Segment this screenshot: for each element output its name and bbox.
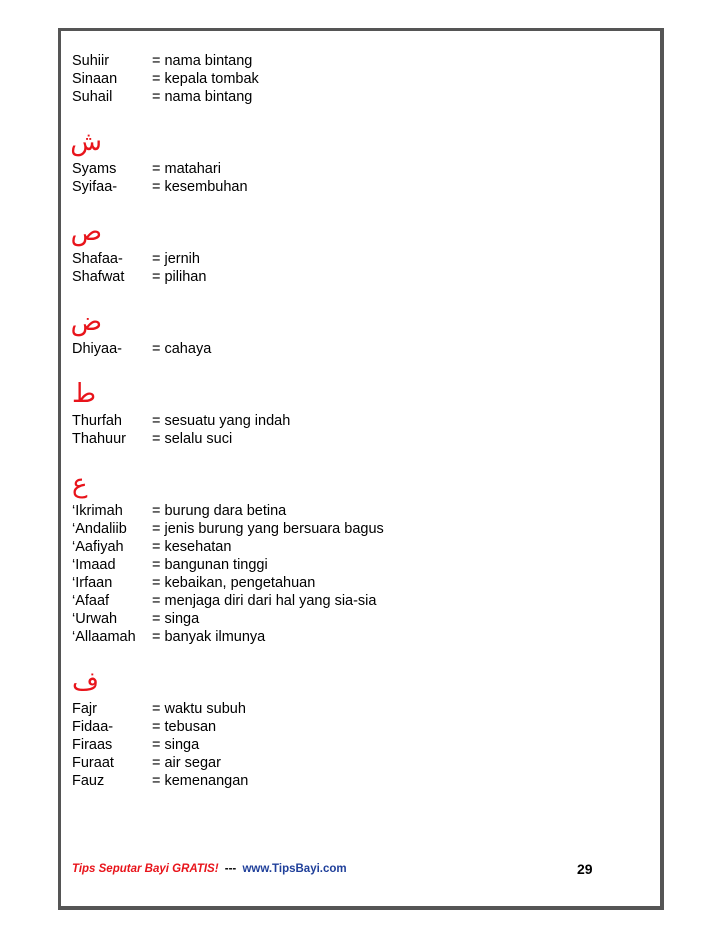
- list-item: [72, 340, 592, 358]
- entry-meaning: = bangunan tinggi: [152, 557, 268, 573]
- list-item: [72, 250, 592, 268]
- entry-meaning: = kesehatan: [152, 539, 232, 555]
- entry-name: ‘Imaad: [72, 557, 116, 573]
- entry-meaning: = kebaikan, pengetahuan: [152, 575, 316, 591]
- list-item: [72, 52, 592, 70]
- entry-name: ‘Allaamah: [72, 629, 136, 645]
- list-item: [72, 736, 592, 754]
- entry-meaning: = jenis burung yang bersuara bagus: [152, 521, 384, 537]
- entry-name: Fidaa-: [72, 719, 114, 735]
- entry-meaning: = nama bintang: [152, 89, 253, 105]
- list-item: [72, 538, 592, 556]
- list-item: [72, 178, 592, 196]
- arabic-letter-heading: ص: [70, 217, 102, 247]
- entry-name: Syams: [72, 161, 117, 177]
- entry-name: Suhail: [72, 89, 113, 105]
- entry-name: ‘Andaliib: [72, 521, 127, 537]
- entry-meaning: = selalu suci: [152, 431, 233, 447]
- entry-meaning: = tebusan: [152, 719, 217, 735]
- arabic-letter-heading: ع: [72, 469, 88, 499]
- page-footer: [72, 863, 602, 875]
- entry-meaning: = air segar: [152, 755, 221, 771]
- list-item: [72, 700, 592, 718]
- entry-meaning: = banyak ilmunya: [152, 629, 266, 645]
- entry-name: ‘Urwah: [72, 611, 118, 627]
- list-item: [72, 610, 592, 628]
- entry-meaning: = sesuatu yang indah: [152, 413, 291, 429]
- entry-name: Thahuur: [72, 431, 127, 447]
- list-item: [72, 268, 592, 286]
- entry-meaning: = pilihan: [152, 269, 207, 285]
- letter-section: [72, 378, 592, 448]
- entry-meaning: = cahaya: [152, 341, 212, 357]
- list-item: [72, 772, 592, 790]
- letter-section: [72, 126, 592, 196]
- letter-section: [72, 52, 592, 106]
- entry-name: ‘Aafiyah: [72, 539, 124, 555]
- page-number: 29: [577, 861, 593, 877]
- entry-meaning: = burung dara betina: [152, 503, 287, 519]
- entry-meaning: = matahari: [152, 161, 221, 177]
- footer-separator: ---: [224, 863, 237, 875]
- entry-name: Firaas: [72, 737, 113, 753]
- list-item: [72, 556, 592, 574]
- entry-name: Furaat: [72, 755, 114, 771]
- entry-name: Thurfah: [72, 413, 122, 429]
- entry-meaning: = nama bintang: [152, 53, 253, 69]
- list-item: [72, 430, 592, 448]
- entry-meaning: = singa: [152, 611, 200, 627]
- list-item: [72, 628, 592, 646]
- entry-name: ‘Ikrimah: [72, 503, 123, 519]
- list-item: [72, 520, 592, 538]
- entry-name: ‘Irfaan: [72, 575, 113, 591]
- entry-name: Fauz: [72, 773, 105, 789]
- entry-meaning: = menjaga diri dari hal yang sia-sia: [152, 593, 377, 609]
- letter-section: [72, 666, 592, 790]
- list-item: [72, 592, 592, 610]
- entry-name: Suhiir: [72, 53, 110, 69]
- arabic-letter-heading: ض: [70, 307, 102, 337]
- arabic-letter-heading: ف: [72, 667, 99, 697]
- list-item: [72, 754, 592, 772]
- entry-meaning: = kepala tombak: [152, 71, 259, 87]
- list-item: [72, 718, 592, 736]
- footer-brand: Tips Seputar Bayi GRATIS!: [72, 863, 219, 875]
- entry-name: ‘Afaaf: [72, 593, 110, 609]
- list-item: [72, 574, 592, 592]
- entry-name: Sinaan: [72, 71, 118, 87]
- entry-meaning: = waktu subuh: [152, 701, 246, 717]
- entry-name: Syifaa-: [72, 179, 118, 195]
- entry-meaning: = jernih: [152, 251, 200, 267]
- letter-section: [72, 216, 592, 286]
- list-item: [72, 70, 592, 88]
- entry-name: Fajr: [72, 701, 97, 717]
- footer-url[interactable]: www.TipsBayi.com: [242, 863, 347, 875]
- entry-meaning: = kesembuhan: [152, 179, 248, 195]
- entry-name: Shafwat: [72, 269, 125, 285]
- list-item: [72, 502, 592, 520]
- name-list: [72, 52, 592, 790]
- entry-name: Dhiyaa-: [72, 341, 122, 357]
- entry-meaning: = singa: [152, 737, 200, 753]
- list-item: [72, 88, 592, 106]
- entry-name: Shafaa-: [72, 251, 123, 267]
- letter-section: [72, 468, 592, 646]
- arabic-letter-heading: ش: [70, 127, 102, 157]
- list-item: [72, 412, 592, 430]
- list-item: [72, 160, 592, 178]
- letter-section: [72, 306, 592, 358]
- entry-meaning: = kemenangan: [152, 773, 249, 789]
- arabic-letter-heading: ط: [72, 379, 97, 409]
